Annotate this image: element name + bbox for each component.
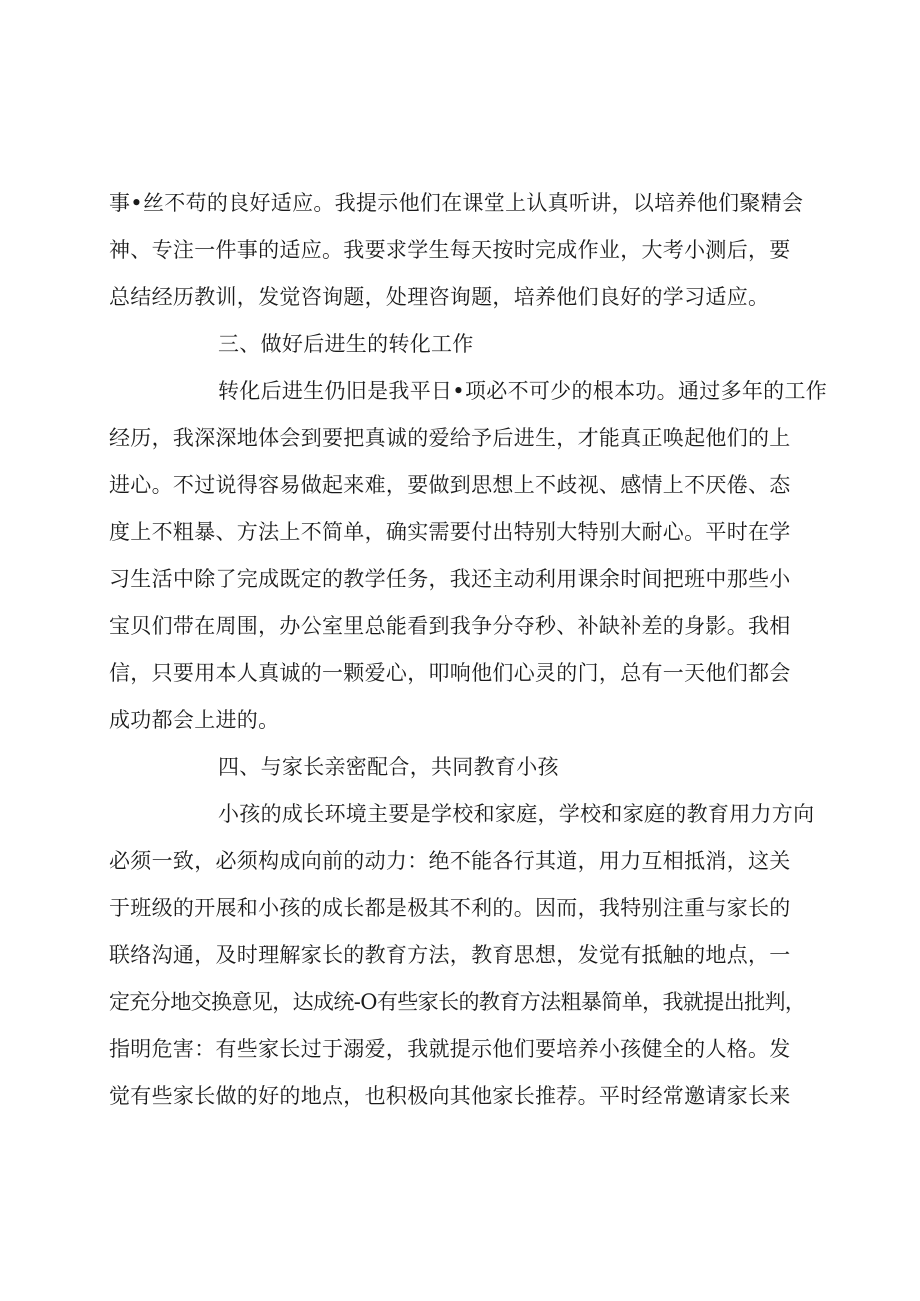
paragraph-line: 指明危害：有些家长过于溺爱，我就提示他们要培养小孩健全的人格。发 [109, 1037, 791, 1061]
paragraph-line: 宝贝们带在周围，办公室里总能看到我争分夺秒、补缺补差的身影。我相 [109, 614, 791, 638]
paragraph-line: 习生活中除了完成既定的教学任务，我还主动利用课余时间把班中那些小 [109, 567, 791, 591]
paragraph-line: 神、专注一件事的适应。我要求学生每天按时完成作业，大考小测后，要 [109, 238, 791, 262]
paragraph-line: 成功都会上进的。 [109, 708, 280, 732]
paragraph-line: 小孩的成长环境主要是学校和家庭，学校和家庭的教育用力方向 [218, 802, 815, 826]
paragraph-line: 进心。不过说得容易做起来难，要做到思想上不歧视、感情上不厌倦、态 [109, 473, 791, 497]
paragraph-line: 事•丝不苟的良好适应。我提示他们在课堂上认真听讲，以培养他们聚精会 [109, 191, 804, 215]
paragraph-line: 定充分地交换意见，达成统-O有些家长的教育方法粗暴简单，我就提出批判， [109, 990, 806, 1014]
section-heading: 四、与家长亲密配合，共同教育小孩 [218, 755, 559, 779]
paragraph-line: 总结经历教训，发觉咨询题，处理咨询题，培养他们良好的学习适应。 [109, 285, 770, 309]
paragraph-line: 联络沟通，及时理解家长的教育方法，教育思想，发觉有抵触的地点，一 [109, 943, 791, 967]
section-heading: 三、做好后进生的转化工作 [218, 332, 474, 356]
paragraph-line: 觉有些家长做的好的地点，也积极向其他家长推荐。平时经常邀请家长来 [109, 1084, 791, 1108]
paragraph-line: 转化后进生仍旧是我平日•项必不可少的根本功。通过多年的工作 [218, 379, 828, 403]
paragraph-line: 于班级的开展和小孩的成长都是极其不利的。因而，我特别注重与家长的 [109, 896, 791, 920]
paragraph-line: 信，只要用本人真诚的一颗爱心，叩响他们心灵的门，总有一天他们都会 [109, 661, 791, 685]
paragraph-line: 度上不粗暴、方法上不简单，确实需要付出特别大特别大耐心。平时在学 [109, 520, 791, 544]
paragraph-line: 经历，我深深地体会到要把真诚的爱给予后进生，才能真正唤起他们的上 [109, 426, 791, 450]
paragraph-line: 必须一致，必须构成向前的动力：绝不能各行其道，用力互相抵消，这关 [109, 849, 791, 873]
